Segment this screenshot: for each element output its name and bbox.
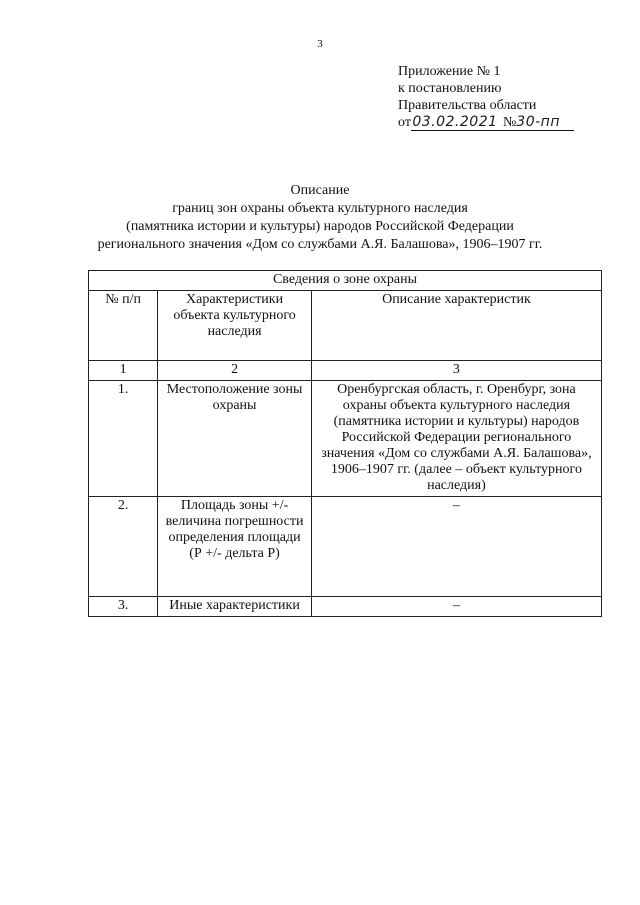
header-characteristics: Характеристики объекта культурного наследия — [158, 291, 312, 361]
numbering-cell: 3 — [311, 361, 601, 381]
row-description: Оренбургская область, г. Оренбург, зона охраны объекта культурного наследия (памятника истории и культуры) народов Российской Федерации регионального значения «Дом со службами А.Я. Балашова», 1906–1907 гг. (далее – объект культурного наследия) — [311, 381, 601, 497]
appendix-date-line — [398, 114, 574, 131]
numbering-cell: 2 — [158, 361, 312, 381]
document-title — [0, 182, 640, 254]
number-prefix: № — [499, 115, 516, 131]
title-line-2: границ зон охраны объекта культурного наследия — [172, 201, 468, 216]
appendix-block — [398, 63, 574, 131]
appendix-line-2: к постановлению — [398, 81, 502, 96]
title-line-4: регионального значения «Дом со службами А.Я. Балашова», 1906–1907 гг. — [97, 237, 543, 252]
protection-zone-table — [88, 270, 602, 617]
appendix-line-1: Приложение № 1 — [398, 64, 501, 79]
row-description: – — [311, 497, 601, 597]
appendix-line-3: Правительства области — [398, 98, 537, 113]
row-characteristic: Площадь зоны +/- величина погрешности определения площади (Р +/- дельта Р) — [158, 497, 312, 597]
table-numbering-row — [89, 361, 602, 381]
header-description: Описание характеристик — [311, 291, 601, 361]
row-number: 1. — [89, 381, 158, 497]
header-number: № п/п — [89, 291, 158, 361]
table-header-row — [89, 291, 602, 361]
title-line-1: Описание — [290, 183, 350, 198]
row-number: 2. — [89, 497, 158, 597]
table-row — [89, 381, 602, 497]
title-line-3: (памятника истории и культуры) народов Российской Федерации — [126, 219, 514, 234]
table-caption: Сведения о зоне охраны — [89, 271, 602, 291]
row-number: 3. — [89, 597, 158, 617]
decree-date: 03.02.2021 — [412, 114, 498, 130]
table-row — [89, 497, 602, 597]
page-number: 3 — [317, 38, 323, 50]
row-characteristic: Иные характеристики — [158, 597, 312, 617]
table-row — [89, 597, 602, 617]
decree-number: 30-пп — [516, 115, 574, 131]
table-caption-row — [89, 271, 602, 291]
date-prefix: от — [398, 115, 411, 130]
row-description: – — [311, 597, 601, 617]
row-characteristic: Местоположение зоны охраны — [158, 381, 312, 497]
numbering-cell: 1 — [89, 361, 158, 381]
